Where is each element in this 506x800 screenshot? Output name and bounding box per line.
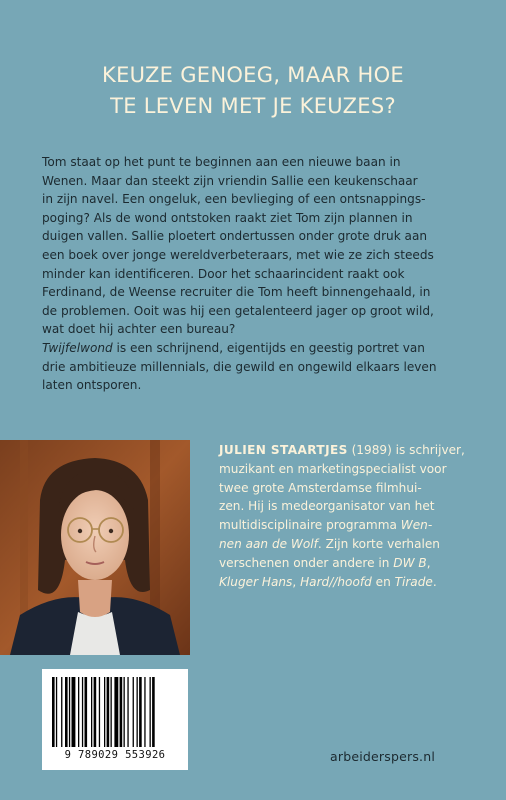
publication-title: Kluger Hans (219, 574, 293, 589)
blurb-line: in zijn navel. Een ongeluk, een bevlieging of een ontsnappings- (42, 192, 426, 207)
barcode-bar (82, 677, 83, 747)
blurb-line: poging? Als de wond ontstoken raakt ziet Tom zijn plannen in (42, 210, 413, 225)
author-name: JULIEN STAARTJES (219, 443, 348, 457)
book-title: Twijfelwond (42, 340, 113, 355)
bio-text: , (292, 574, 301, 589)
blurb-line: drie ambitieuze millennials, die gewild en ongewild elkaars leven (42, 359, 437, 374)
bio-line: muzikant en marketingspecialist voor (219, 461, 447, 476)
publisher-website: arbeiderspers.nl (330, 749, 436, 764)
barcode-bar (85, 677, 88, 747)
blurb-line: een boek over jonge wereldverbeteraars, met wie ze zich steeds (42, 247, 434, 262)
barcode-bar (94, 677, 97, 747)
author-portrait-image (0, 440, 190, 655)
barcode-bar (111, 677, 112, 747)
barcode-bar (152, 677, 155, 747)
publication-title: DW B (393, 555, 427, 570)
bio-text: multidisciplinaire programma (219, 518, 401, 533)
blurb-closing-line (42, 339, 472, 358)
barcode-bar (72, 677, 76, 747)
barcode-bar (52, 677, 55, 747)
publication-title: Tirade (394, 574, 433, 589)
barcode-bar (104, 677, 105, 747)
barcode-bar (133, 677, 134, 747)
blurb-line: minder kan identificeren. Door het schaarincident raakt ook (42, 266, 405, 281)
barcode-bar (61, 677, 62, 747)
barcode-bar (139, 677, 142, 747)
barcode-bar (127, 677, 128, 747)
bio-line: zen. Hij is medeorganisator van het (219, 499, 435, 514)
barcode-bar (69, 677, 70, 747)
author-photo (0, 440, 190, 655)
blurb-line: duigen vallen. Sallie ploetert ondertussen onder grote druk aan (42, 229, 428, 244)
headline (0, 60, 506, 122)
blurb-line: Ferdinand, de Weense recruiter die Tom heeft binnengehaald, in (42, 285, 431, 300)
barcode-bar (124, 677, 125, 747)
blurb-line: Tom staat op het punt te beginnen aan een nieuwe baan in (42, 155, 401, 169)
headline-line: KEUZE GENOEG, MAAR HOE (102, 63, 404, 87)
program-title: Wen- (400, 518, 433, 533)
blurb-closing-text: is een schrijnend, eigentijds en geestig portret van (112, 340, 425, 355)
barcode-bar (137, 677, 138, 747)
barcode-bar (114, 677, 118, 747)
blurb-line: wat doet hij achter een bureau? (42, 322, 236, 337)
bio-line: twee grote Amsterdamse filmhui- (219, 480, 422, 495)
blurb (42, 153, 472, 395)
bio-text: . (432, 574, 437, 589)
barcode-bar (91, 677, 92, 747)
bio-text: , (426, 555, 431, 570)
blurb-line: de problemen. Ooit was hij een getalenteerd jager op groot wild, (42, 303, 434, 318)
bio-text: en (371, 574, 395, 589)
barcode-bar (120, 677, 123, 747)
bio-text: . Zijn korte verhalen (317, 536, 440, 551)
author-bio (219, 441, 489, 591)
barcode-bar (56, 677, 57, 747)
barcode-bar (99, 677, 100, 747)
bio-text: (1989) is schrijver, (347, 443, 465, 457)
barcode-bar (65, 677, 68, 747)
headline-line: TE LEVEN MET JE KEUZES? (110, 94, 396, 118)
publication-title: Hard//hoofd (300, 574, 372, 589)
isbn-number: 9 789029 553926 (64, 749, 166, 761)
barcode-bar (78, 677, 79, 747)
isbn-barcode (42, 669, 188, 770)
blurb-line: Wenen. Maar dan steekt zijn vriendin Sallie een keukenschaar (42, 173, 418, 188)
blurb-line: laten ontsporen. (42, 378, 142, 393)
program-title: nen aan de Wolf (219, 536, 318, 551)
barcode-bars (42, 669, 188, 749)
barcode-bar (107, 677, 110, 747)
barcode-bar (150, 677, 151, 747)
barcode-bar (144, 677, 145, 747)
bio-text: verschenen onder andere in (219, 555, 394, 570)
